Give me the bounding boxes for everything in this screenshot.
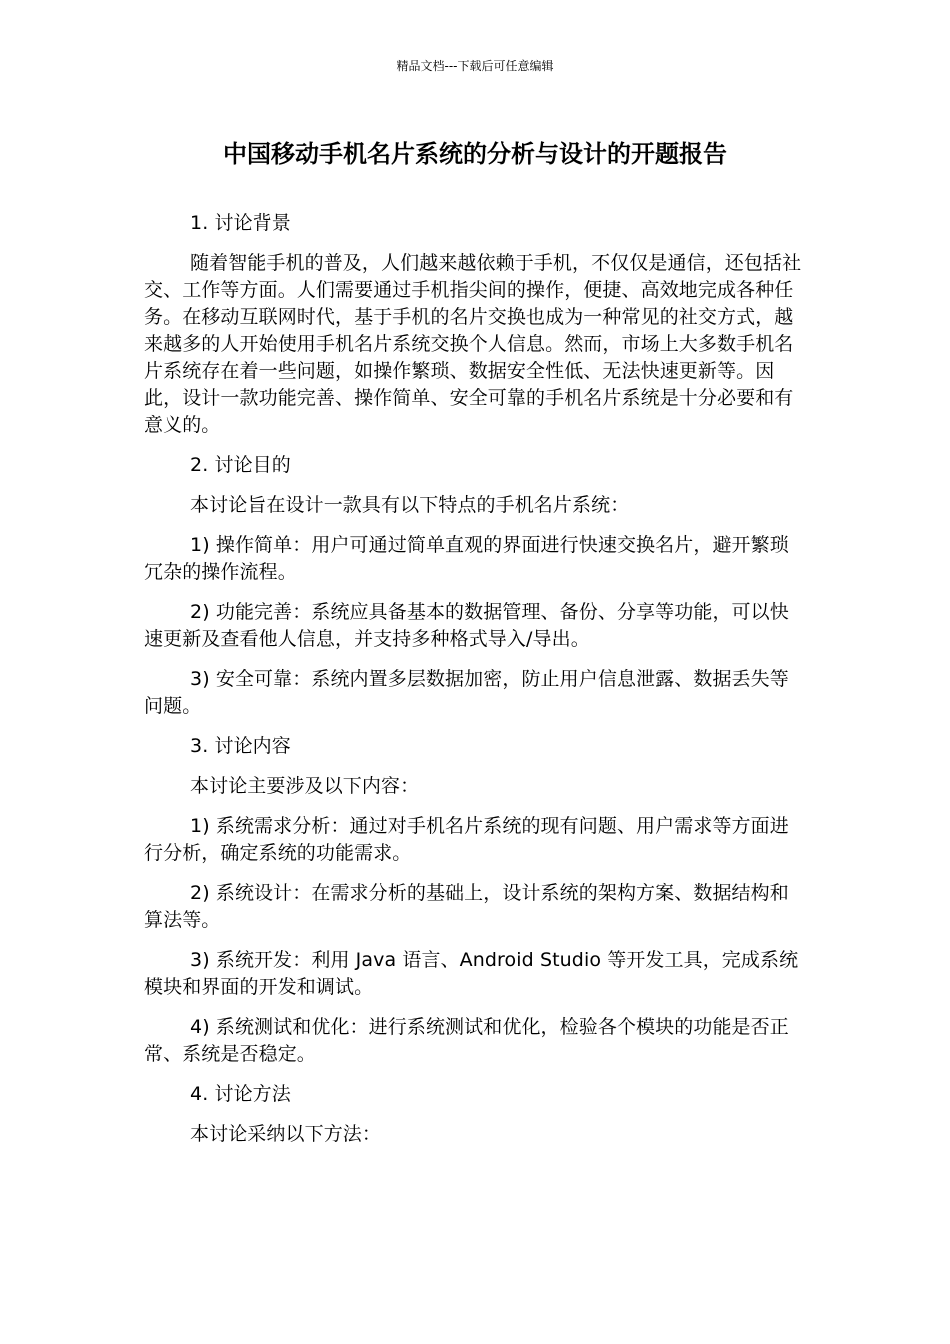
section-heading-content: 3. 讨论内容 [190,735,291,757]
paragraph-content-intro: 本讨论主要涉及以下内容： [190,775,420,797]
section-heading-method: 4. 讨论方法 [190,1083,291,1105]
list-item-purpose-2: 2) 功能完善：系统应具备基本的数据管理、备份、分享等功能，可以快速更新及查看他人信息，并支持多种格式导入/导出。 [144,601,789,650]
list-item-purpose-1: 1) 操作简单：用户可通过简单直观的界面进行快速交换名片，避开繁琐冗杂的操作流程。 [144,534,789,583]
list-item-content-2: 2) 系统设计：在需求分析的基础上，设计系统的架构方案、数据结构和算法等。 [144,882,789,931]
list-item-content-4: 4) 系统测试和优化：进行系统测试和优化，检验各个模块的功能是否正常、系统是否稳定。 [144,1016,789,1065]
section-heading-background: 1. 讨论背景 [190,212,291,234]
section-heading-purpose: 2. 讨论目的 [190,454,291,476]
header-note: 精品文档---下载后可任意编辑 [396,59,554,73]
document-title: 中国移动手机名片系统的分析与设计的开题报告 [223,140,727,168]
document-body [144,210,806,1161]
paragraph-method-intro: 本讨论采纳以下方法： [190,1123,382,1145]
list-item-content-1: 1) 系统需求分析：通过对手机名片系统的现有问题、用户需求等方面进行分析，确定系统的功能需求。 [144,815,789,864]
list-item-purpose-3: 3) 安全可靠：系统内置多层数据加密，防止用户信息泄露、数据丢失等问题。 [144,668,789,717]
paragraph-purpose-intro: 本讨论旨在设计一款具有以下特点的手机名片系统： [190,494,630,516]
list-item-content-3: 3) 系统开发：利用 Java 语言、Android Studio 等开发工具，完成系统模块和界面的开发和调试。 [144,949,799,998]
paragraph-background: 随着智能手机的普及，人们越来越依赖于手机，不仅仅是通信，还包括社交、工作等方面。人们需要通过手机指尖间的操作，便捷、高效地完成各种任务。在移动互联网时代，基于手机的名片交换也成为一种常见的社交方式，越来越多的人开始使用手机名片系统交换个人信息。然而，市场上大多数手机名片系统存在着一些问题，如操作繁琐、数据安全性低、无法快速更新等。因此，设计一款功能完善、操作简单、安全可靠的手机名片系统是十分必要和有意义的。 [144,252,802,436]
